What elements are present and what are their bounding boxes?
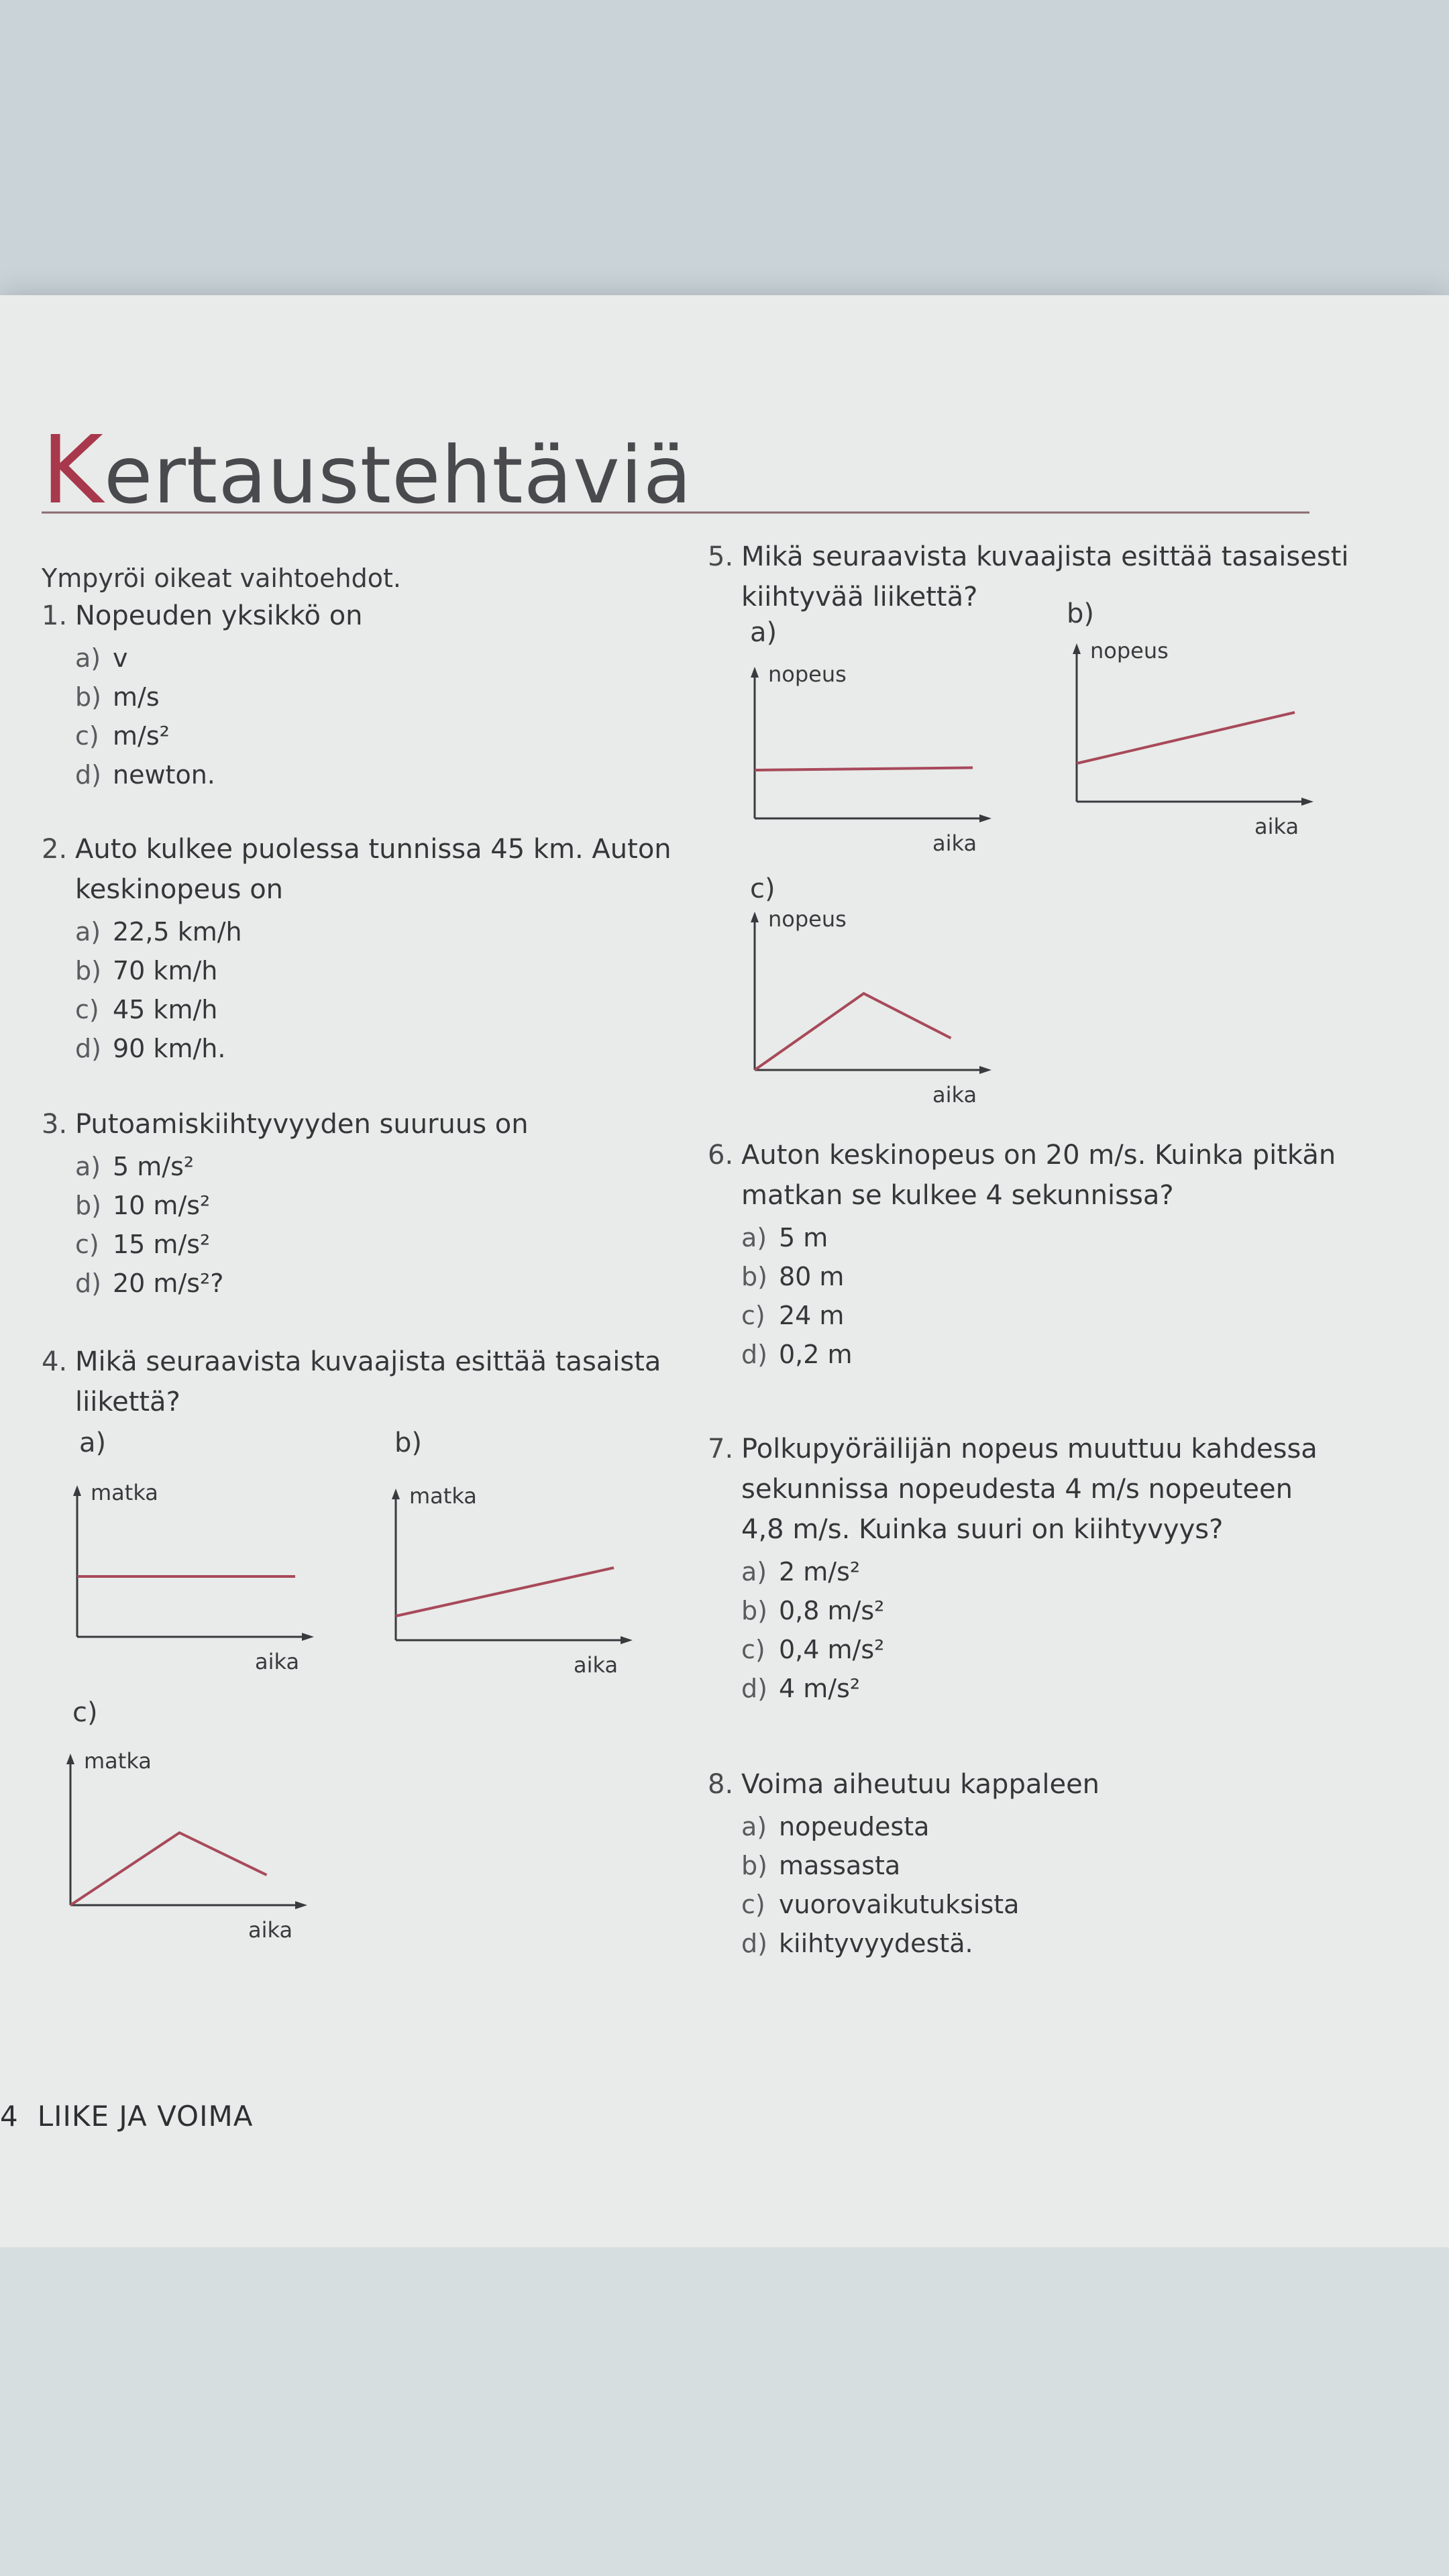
option-letter: c) [75, 721, 99, 751]
option-text: vuorovaikutuksista [779, 1890, 1020, 1919]
option-text: 2 m/s² [779, 1557, 861, 1587]
option-letter: a) [741, 1812, 767, 1841]
stem-line: Voima aiheutuu kappaleen [741, 1769, 1100, 1800]
option-letter: b) [741, 1262, 767, 1291]
answer-option[interactable] [741, 1591, 1318, 1630]
question-stem [75, 1104, 529, 1144]
y-axis-label: matka [91, 1480, 158, 1505]
x-axis-label: aika [255, 1649, 300, 1674]
option-text: m/s [113, 682, 160, 712]
title-rest: ertaustehtäviä [103, 429, 692, 521]
y-axis-arrow [73, 1485, 81, 1496]
option-text: 80 m [779, 1262, 845, 1291]
question-8 [708, 1764, 1099, 1963]
graph-4-b [389, 1479, 701, 1694]
question-stem [75, 1342, 661, 1422]
series-line [396, 1568, 614, 1616]
question-number: 7. [708, 1434, 734, 1464]
question-number: 6. [708, 1140, 734, 1171]
option-letter: c) [741, 1301, 765, 1330]
title-rule [42, 511, 1309, 514]
answer-option[interactable] [741, 1807, 1099, 1846]
stem-line: Mikä seuraavista kuvaajista esittää tasaista [75, 1346, 661, 1377]
stem-line: kiihtyvää liikettä? [741, 582, 978, 612]
question-number: 5. [708, 541, 734, 572]
option-letter: d) [75, 1034, 101, 1063]
y-axis-label: nopeus [768, 906, 847, 932]
answer-option[interactable] [741, 1924, 1099, 1963]
answer-option[interactable] [75, 990, 672, 1029]
answer-option[interactable] [741, 1552, 1318, 1591]
option-letter: c) [75, 995, 99, 1024]
option-text: 4 m/s² [779, 1674, 861, 1703]
graph-label-a: a) [79, 1428, 107, 1458]
instruction: Ympyröi oikeat vaihtoehdot. [42, 564, 401, 593]
x-axis-arrow [302, 1633, 314, 1641]
stem-line: sekunnissa nopeudesta 4 m/s nopeuteen [741, 1474, 1293, 1505]
answer-option[interactable] [75, 1147, 529, 1186]
graph-label-c: c) [750, 873, 775, 904]
x-axis-arrow [979, 1066, 991, 1074]
option-letter: d) [741, 1340, 767, 1369]
option-letter: c) [75, 1230, 99, 1259]
question-3 [42, 1104, 529, 1303]
x-axis-label: aika [932, 830, 977, 856]
option-text: v [113, 643, 128, 673]
y-axis-arrow [392, 1489, 400, 1499]
series-line [1077, 712, 1295, 763]
answer-option[interactable] [741, 1257, 1336, 1296]
option-letter: b) [741, 1851, 767, 1880]
answer-option[interactable] [75, 1029, 672, 1068]
page-footer [0, 2100, 253, 2133]
graph-label-a: a) [750, 617, 777, 648]
question-5 [708, 537, 1349, 617]
option-letter: a) [741, 1557, 767, 1587]
option-letter: d) [741, 1674, 767, 1703]
option-text: 10 m/s² [113, 1191, 211, 1220]
question-stem [741, 1135, 1336, 1216]
option-letter: b) [75, 1191, 101, 1220]
y-axis-arrow [66, 1754, 74, 1764]
question-stem [741, 537, 1349, 617]
answer-option[interactable] [741, 1296, 1336, 1335]
option-text: 15 m/s² [113, 1230, 211, 1259]
title-initial: K [42, 416, 104, 525]
option-letter: a) [741, 1223, 767, 1252]
y-axis-arrow [751, 912, 759, 922]
y-axis-label: nopeus [768, 661, 847, 687]
graph-label-b: b) [1067, 598, 1094, 629]
option-text: 22,5 km/h [113, 917, 242, 947]
question-stem [75, 596, 363, 636]
series-line [755, 994, 951, 1070]
y-axis-arrow [1073, 643, 1081, 654]
option-text: nopeudesta [779, 1812, 930, 1841]
question-stem [75, 829, 672, 910]
answer-option[interactable] [75, 755, 363, 794]
answer-option[interactable] [75, 951, 672, 990]
option-text: massasta [779, 1851, 901, 1880]
x-axis-arrow [295, 1901, 307, 1909]
option-letter: d) [741, 1929, 767, 1958]
answer-option[interactable] [75, 1225, 529, 1264]
option-letter: b) [75, 682, 101, 712]
question-number: 3. [42, 1109, 68, 1140]
y-axis-label: matka [84, 1748, 152, 1774]
option-text: 24 m [779, 1301, 845, 1330]
stem-line: Putoamiskiihtyvyyden suuruus on [75, 1109, 529, 1140]
series-line [755, 767, 973, 770]
answer-option[interactable] [741, 1218, 1336, 1257]
graph-4-c [64, 1744, 376, 1959]
option-letter: b) [741, 1596, 767, 1625]
stem-line: matkan se kulkee 4 sekunnissa? [741, 1180, 1174, 1211]
answer-option[interactable] [741, 1885, 1099, 1924]
series-line [70, 1833, 267, 1905]
option-letter: c) [741, 1635, 765, 1664]
question-number: 2. [42, 834, 68, 865]
graph-5-a [748, 657, 1060, 872]
graph-5-b [1070, 634, 1382, 855]
option-text: m/s² [113, 721, 170, 751]
answer-option[interactable] [741, 1630, 1318, 1669]
option-letter: d) [75, 760, 101, 790]
option-letter: a) [75, 917, 101, 947]
answer-option[interactable] [75, 678, 363, 716]
question-4 [42, 1342, 661, 1422]
graph-label-c: c) [72, 1697, 98, 1728]
x-axis-arrow [979, 814, 991, 822]
answer-option[interactable] [75, 1264, 529, 1303]
y-axis-arrow [751, 667, 759, 678]
x-axis-arrow [621, 1636, 633, 1644]
question-number: 1. [42, 600, 68, 631]
question-7 [708, 1429, 1318, 1708]
x-axis-label: aika [248, 1917, 293, 1943]
x-axis-label: aika [1254, 814, 1299, 839]
page-title [42, 416, 692, 525]
section-name: LIIKE JA VOIMA [37, 2100, 254, 2133]
answer-option[interactable] [741, 1846, 1099, 1885]
option-text: newton. [113, 760, 215, 790]
question-stem [741, 1429, 1318, 1550]
stem-line: Mikä seuraavista kuvaajista esittää tasaisesti [741, 541, 1349, 572]
stem-line: Auton keskinopeus on 20 m/s. Kuinka pitkän [741, 1140, 1336, 1171]
answer-option[interactable] [75, 716, 363, 755]
option-text: 45 km/h [113, 995, 218, 1024]
option-letter: a) [75, 643, 101, 673]
answer-option[interactable] [75, 1186, 529, 1225]
graph-label-b: b) [394, 1428, 422, 1458]
x-axis-label: aika [574, 1652, 619, 1678]
stem-line: Polkupyöräilijän nopeus muuttuu kahdessa [741, 1434, 1318, 1464]
option-text: 0,8 m/s² [779, 1596, 885, 1625]
option-letter: a) [75, 1152, 101, 1181]
question-6 [708, 1135, 1336, 1374]
answer-option[interactable] [741, 1669, 1318, 1708]
y-axis-label: matka [409, 1483, 477, 1509]
answer-option[interactable] [741, 1335, 1336, 1374]
answer-option[interactable] [75, 639, 363, 678]
stem-line: 4,8 m/s. Kuinka suuri on kiihtyvyys? [741, 1514, 1224, 1545]
option-text: 70 km/h [113, 956, 218, 985]
question-number: 4. [42, 1346, 68, 1377]
stem-line: keskinopeus on [75, 874, 284, 905]
stem-line: Nopeuden yksikkö on [75, 600, 363, 631]
y-axis-label: nopeus [1090, 638, 1169, 663]
option-letter: c) [741, 1890, 765, 1919]
stem-line: liikettä? [75, 1387, 180, 1417]
page-number: 4 [0, 2100, 19, 2133]
question-number: 8. [708, 1769, 734, 1800]
question-2 [42, 829, 672, 1068]
x-axis-arrow [1301, 798, 1313, 806]
graph-4-a [70, 1476, 382, 1690]
option-text: 20 m/s²? [113, 1269, 224, 1298]
option-text: 0,2 m [779, 1340, 853, 1369]
option-letter: d) [75, 1269, 101, 1298]
stem-line: Auto kulkee puolessa tunnissa 45 km. Auton [75, 834, 672, 865]
table-surface [0, 2247, 1449, 2576]
answer-option[interactable] [75, 912, 672, 951]
option-text: kiihtyvyydestä. [779, 1929, 973, 1958]
option-letter: b) [75, 956, 101, 985]
option-text: 90 km/h. [113, 1034, 226, 1063]
option-text: 5 m/s² [113, 1152, 195, 1181]
question-1 [42, 596, 363, 794]
option-text: 0,4 m/s² [779, 1635, 885, 1664]
option-text: 5 m [779, 1223, 828, 1252]
question-stem [741, 1764, 1099, 1805]
graph-5-c [748, 902, 1060, 1124]
x-axis-label: aika [932, 1082, 977, 1108]
